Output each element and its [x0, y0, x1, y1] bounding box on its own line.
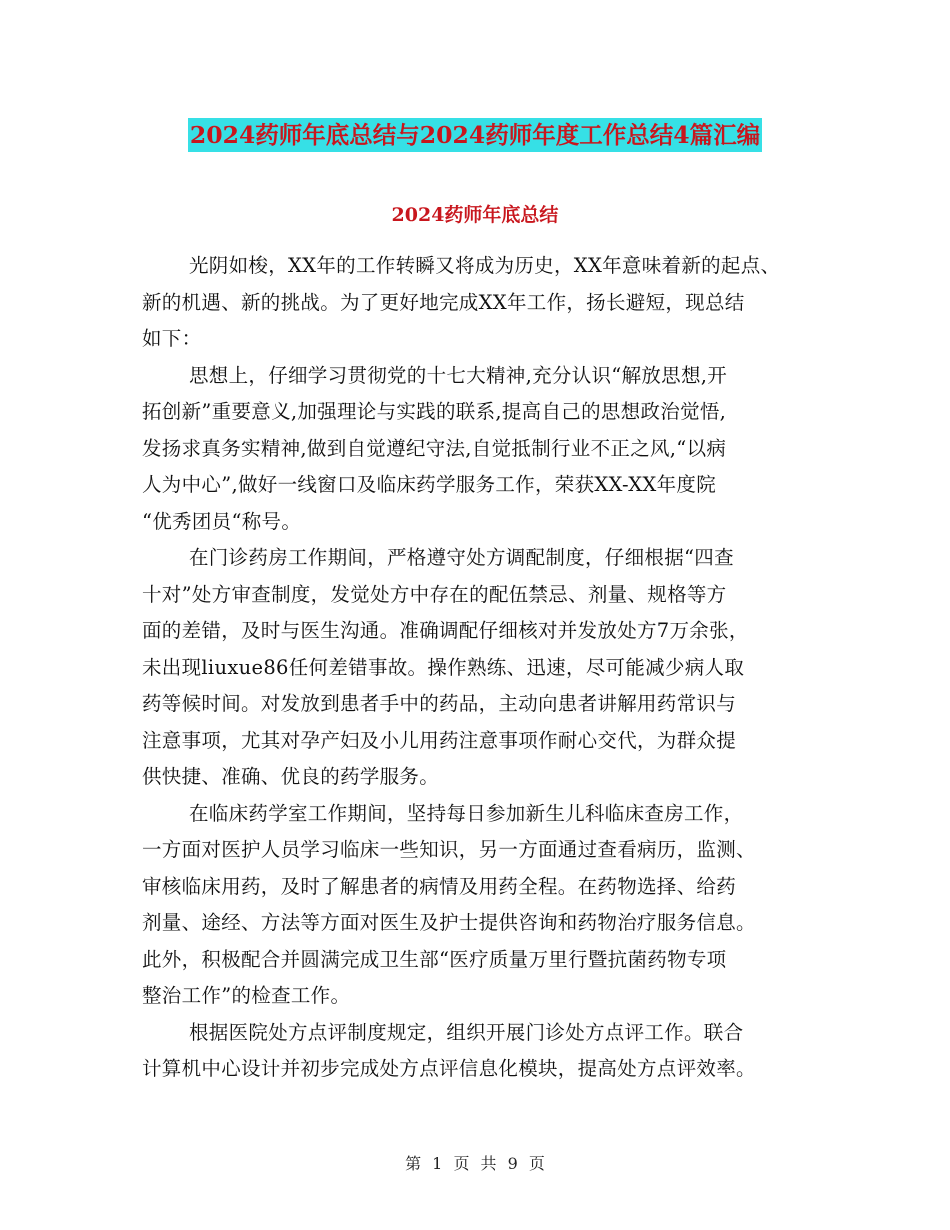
text-line: 光阴如梭，XX年的工作转瞬又将成为历史，XX年意味着新的起点、 — [189, 254, 781, 277]
text-line: 拓创新”重要意义,加强理论与实践的联系,提高自己的思想政治觉悟, — [142, 400, 727, 423]
text-line: 新的机遇、新的挑战。为了更好地完成XX年工作，扬长避短，现总结 — [142, 290, 745, 314]
text-line: 剂量、途经、方法等方面对医生及护士提供咨询和药物治疗服务信息。 — [142, 911, 756, 934]
text-line: 药等候时间。对发放到患者手中的药品，主动向患者讲解用药常识与 — [142, 692, 737, 715]
text-line: 如下： — [142, 327, 202, 350]
text-line: 发扬求真务实精神,做到自觉遵纪守法,自觉抵制行业不正之风,“以病 — [142, 436, 727, 460]
text-line: 面的差错，及时与医生沟通。准确调配仔细核对并发放处方7万余张， — [142, 619, 749, 642]
page-footer: 第 1 页 共 9 页 — [405, 1154, 545, 1173]
paragraph-5 — [142, 1015, 822, 1088]
text-line: 未出现liuxue86任何差错事故。操作熟练、迅速，尽可能减少病人取 — [142, 655, 745, 679]
text-line: 此外，积极配合并圆满完成卫生部“医疗质量万里行暨抗菌药物专项 — [142, 947, 727, 971]
document-title-text: 2024药师年底总结与2024药师年度工作总结4篇汇编 — [188, 118, 762, 152]
text-line: 计算机中心设计并初步完成处方点评信息化模块，提高处方点评效率。 — [142, 1057, 756, 1080]
text-line: 十对”处方审查制度，发觉处方中存在的配伍禁忌、剂量、规格等方 — [142, 582, 727, 606]
text-line: 整治工作”的检查工作。 — [142, 984, 351, 1007]
text-line: 在门诊药房工作期间，严格遵守处方调配制度，仔细根据“四查 — [189, 546, 734, 569]
text-line: 根据医院处方点评制度规定，组织开展门诊处方点评工作。联合 — [189, 1020, 744, 1044]
text-line: 供快捷、准确、优良的药学服务。 — [142, 765, 440, 788]
text-line: 注意事项，尤其对孕产妇及小儿用药注意事项作耐心交代，为群众提 — [142, 728, 737, 752]
paragraph-1 — [142, 248, 822, 358]
document-title — [0, 113, 950, 152]
text-line: “优秀团员“称号。 — [142, 509, 302, 533]
section-title: 2024药师年底总结 — [391, 204, 559, 226]
text-line: 人为中心”,做好一线窗口及临床药学服务工作，荣获XX-XX年度院 — [142, 473, 716, 496]
text-line: 审核临床用药，及时了解患者的病情及用药全程。在药物选择、给药 — [142, 874, 737, 898]
text-line: 思想上，仔细学习贯彻党的十七大精神,充分认识“解放思想,开 — [189, 363, 728, 387]
text-line: 一方面对医护人员学习临床一些知识，另一方面通过查看病历，监测、 — [142, 838, 756, 861]
paragraph-4 — [142, 796, 822, 1015]
document-body — [142, 248, 822, 1088]
paragraph-2 — [142, 358, 822, 541]
text-line: 在临床药学室工作期间，坚持每日参加新生儿科临床查房工作， — [189, 801, 744, 825]
paragraph-3 — [142, 540, 822, 796]
